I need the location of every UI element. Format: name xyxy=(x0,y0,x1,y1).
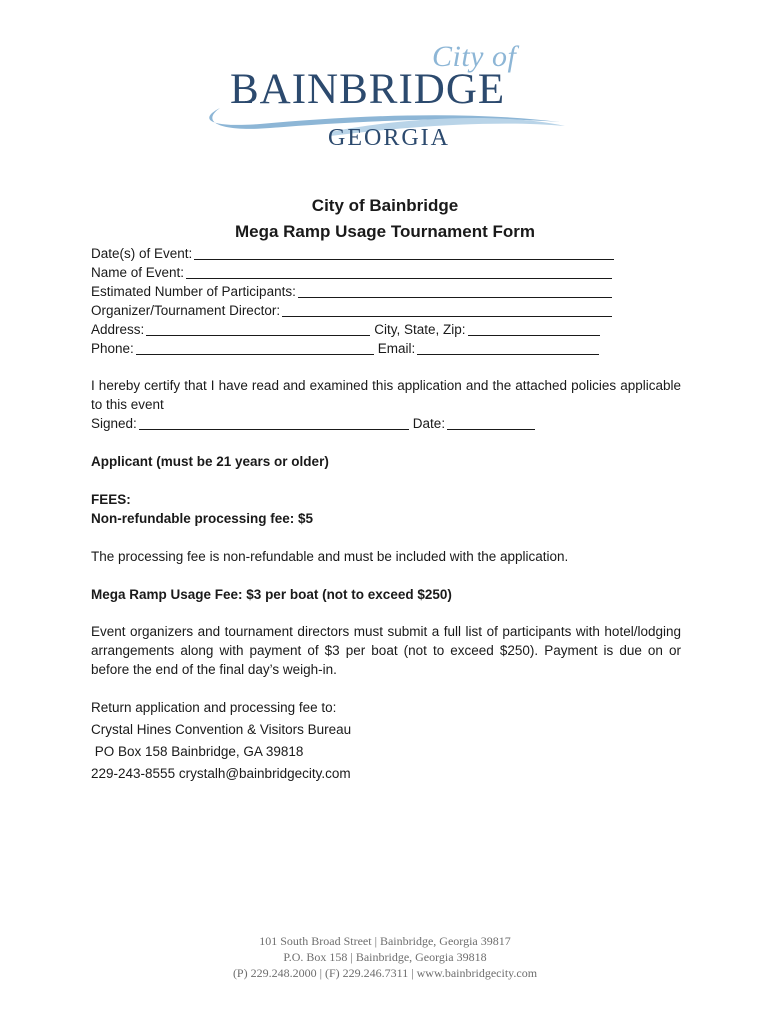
participants-row xyxy=(91,282,691,301)
phone-row xyxy=(91,339,691,358)
return-address: PO Box 158 Bainbridge, GA 39818 xyxy=(91,744,304,759)
signed-label: Signed: xyxy=(91,416,137,431)
organizer-label: Organizer/Tournament Director: xyxy=(91,303,281,318)
city-logo xyxy=(200,40,570,160)
processing-fee: Non-refundable processing fee: $5 xyxy=(91,511,314,526)
dates-row xyxy=(91,244,691,263)
form-title: Mega Ramp Usage Tournament Form xyxy=(234,222,536,241)
footer-po-box: P.O. Box 158 | Bainbridge, Georgia 39818 xyxy=(283,950,487,964)
logo-name: BAINBRIDGE xyxy=(230,66,506,113)
address-field[interactable] xyxy=(146,322,370,336)
applicant-note: Applicant (must be 21 years or older) xyxy=(91,454,329,469)
date-label: Date: xyxy=(412,416,446,431)
phone-field[interactable] xyxy=(136,341,374,355)
dates-field[interactable] xyxy=(194,246,614,260)
participants-label: Estimated Number of Participants: xyxy=(91,284,296,299)
participants-field[interactable] xyxy=(298,284,612,298)
return-recipient: Crystal Hines Convention & Visitors Bureau xyxy=(91,722,352,737)
logo-state: GEORGIA xyxy=(328,125,450,151)
event-name-row xyxy=(91,263,691,282)
fees-heading: FEES: xyxy=(91,492,131,507)
dates-label: Date(s) of Event: xyxy=(91,246,193,261)
return-contact: 229-243-8555 crystalh@bainbridgecity.com xyxy=(91,766,351,781)
city-state-zip-label: City, State, Zip: xyxy=(374,322,466,337)
email-label: Email: xyxy=(377,341,416,356)
footer-street-address: 101 South Broad Street | Bainbridge, Georgia 39817 xyxy=(259,934,511,948)
city-state-zip-field[interactable] xyxy=(468,322,600,336)
page-title: City of Bainbridge xyxy=(311,196,459,215)
address-row xyxy=(91,320,691,339)
signature-row xyxy=(91,414,681,433)
organizer-row xyxy=(91,301,691,320)
return-instructions: Return application and processing fee to: xyxy=(91,700,337,715)
usage-fee: Mega Ramp Usage Fee: $3 per boat (not to exceed $250) xyxy=(91,587,452,602)
usage-fee-note: Event organizers and tournament directors must submit a full list of participants with hotel/lodging arrangements along with payment of $3 per boat (not to exceed $250). Payment is due on or before the end of the final day’s weigh-in. xyxy=(91,624,681,677)
event-name-field[interactable] xyxy=(186,265,612,279)
email-field[interactable] xyxy=(417,341,599,355)
organizer-field[interactable] xyxy=(282,303,612,317)
processing-fee-note: The processing fee is non-refundable and must be included with the application. xyxy=(91,549,569,564)
certify-text: I hereby certify that I have read and examined this application and the attached policies applicable to this event xyxy=(91,378,681,412)
date-field[interactable] xyxy=(447,416,535,430)
event-name-label: Name of Event: xyxy=(91,265,185,280)
logo-city-of: City of xyxy=(432,40,517,73)
footer-contact: (P) 229.248.2000 | (F) 229.246.7311 | www.bainbridgecity.com xyxy=(232,966,538,980)
phone-label: Phone: xyxy=(91,341,134,356)
signature-field[interactable] xyxy=(139,416,409,430)
event-fields xyxy=(91,244,691,358)
address-label: Address: xyxy=(91,322,145,337)
